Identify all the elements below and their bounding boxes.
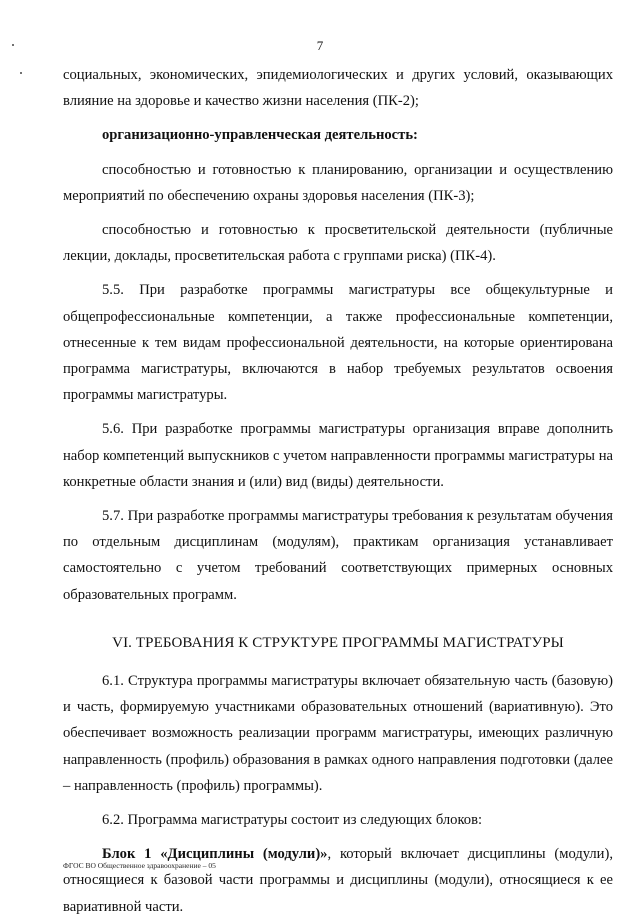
paragraph: 6.2. Программа магистратуры состоит из следующих блоков: [102,812,483,829]
document-body [63,62,613,920]
paragraph: социальных, экономических, эпидемиологических и других условий, оказывающих влияние на здоровье и качество жизни населения (ПК-2); [63,67,613,110]
paragraph: 5.7. При разработке программы магистратуры требования к результатам обучения по отдельным дисциплинам (модулям), практикам организация устанавливает самостоятельно с учетом требований соответствующих примерных основных образовательных программ. [63,508,613,603]
paragraph: 5.6. При разработке программы магистратуры организация вправе дополнить набор компетенций выпускников с учетом направленности программы магистратуры на конкретные области знания и (или) вид (виды) деятельности. [63,421,613,490]
page-number: 7 [316,38,324,53]
footer: ФГОС ВО Общественное здравоохранение – 05 [63,861,216,870]
paragraph: способностью и готовностью к просветительской деятельности (публичные лекции, доклады, просветительская работа с группами риска) (ПК-4). [63,222,613,265]
section-heading: VI. ТРЕБОВАНИЯ К СТРУКТУРЕ ПРОГРАММЫ МАГИСТРАТУРЫ [112,634,564,651]
paragraph: 5.5. При разработке программы магистратуры все общекультурные и общепрофессиональные компетенции, а также профессиональные компетенции, отнесенные к тем видам профессиональной деятельности, на которые ориентирована программа магистратуры, включаются в набор требуемых результатов освоения программы магистратуры. [63,282,613,404]
block-description: , который включает дисциплины (модули), относящиеся к базовой части программы и дисциплины (модули), относящиеся к ее вариативной части. [63,846,614,915]
section-label-text: организационно-управленческая деятельность: [102,127,418,144]
paragraph: способностью и готовностью к планированию, организации и осуществлению мероприятий по обеспечению охраны здоровья населения (ПК-3); [63,161,613,204]
paragraph: 6.1. Структура программы магистратуры включает обязательную часть (базовую) и часть, формируемую участниками образовательных отношений (вариативную). Это обеспечивает возможность реализации программ магистратуры, имеющих различную направленность (профиль) образования в рамках одного направления подготовки (далее – направленность (профиль) программы). [63,673,613,794]
block-title: Блок 1 «Дисциплины (модули)» [102,846,328,863]
section-label [63,122,613,148]
paragraph [63,841,613,920]
scan-speck [20,72,22,74]
